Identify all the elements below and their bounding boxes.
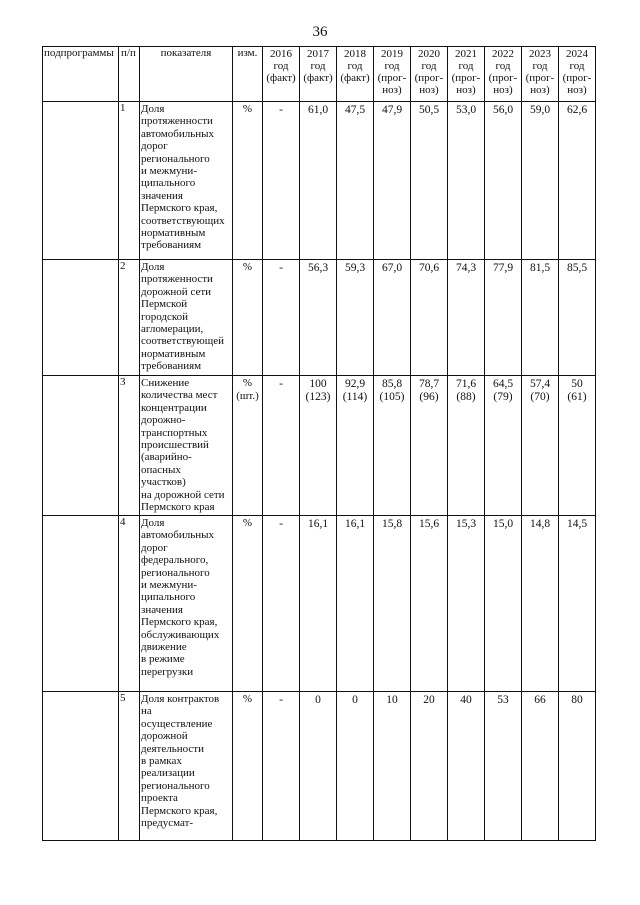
unit-cell — [233, 102, 263, 260]
indicator-name-line: Снижение — [141, 377, 190, 389]
value-cell — [522, 692, 559, 841]
indicator-name-line: регионального — [141, 779, 210, 792]
indicator-name-line: соответствующих — [141, 214, 225, 227]
indicator-name-line: городской — [141, 310, 189, 323]
value: 50 — [571, 378, 583, 390]
value: 53,0 — [455, 104, 477, 116]
value-cell — [411, 102, 448, 260]
value: 66 — [534, 694, 546, 706]
value-cell — [337, 260, 374, 376]
indicator-name-line: концентрации — [141, 401, 207, 414]
table-row — [43, 516, 596, 692]
indicator-name — [140, 376, 233, 516]
indicator-name-line: транспортных — [141, 426, 208, 439]
value-cell — [374, 692, 411, 841]
value: 15,0 — [492, 518, 514, 530]
indicator-name-line: требованиям — [141, 360, 202, 373]
indicator-name-line: ципального — [141, 177, 196, 190]
header-year: 2024 год (прог- ноз) — [559, 47, 596, 102]
value: 14,5 — [566, 518, 588, 530]
value-count: (79) — [493, 391, 513, 403]
subprogram-cell — [43, 102, 119, 260]
value: 59,0 — [529, 104, 551, 116]
value-cell — [300, 260, 337, 376]
indicator-name-line: Пермского края — [141, 501, 215, 514]
value-cell — [300, 692, 337, 841]
unit-line: (шт.) — [236, 390, 259, 402]
indicator-name-line: на дорожной сети — [141, 488, 225, 501]
indicator-name-line: опасных — [141, 463, 181, 476]
indicator-name — [140, 102, 233, 260]
value-cell — [263, 260, 300, 376]
value: 57,4 — [529, 378, 551, 390]
indicator-name-line: регионального — [141, 566, 210, 579]
header-year: 2017 год (факт) — [300, 47, 337, 102]
indicator-name-line: Пермской — [141, 298, 188, 311]
value-cell — [411, 376, 448, 516]
value: 67,0 — [381, 262, 403, 274]
value-cell — [411, 260, 448, 376]
table-row — [43, 102, 596, 260]
unit-cell — [233, 260, 263, 376]
value: 15,6 — [418, 518, 440, 530]
header-year: 2018 год (факт) — [337, 47, 374, 102]
value-cell — [374, 516, 411, 692]
indicator-name-line: дорожной сети — [141, 285, 212, 298]
row-number: 5 — [119, 692, 140, 841]
subprogram-cell — [43, 516, 119, 692]
value-cell — [300, 516, 337, 692]
unit-line: % — [242, 517, 253, 529]
value: 16,1 — [307, 518, 329, 530]
value: - — [279, 262, 283, 274]
indicator-name-line: на — [141, 705, 152, 718]
value-cell — [374, 102, 411, 260]
value-cell — [485, 376, 522, 516]
indicator-name-line: ципального — [141, 591, 196, 604]
value-cell — [559, 376, 596, 516]
indicator-name — [140, 692, 233, 841]
table-row — [43, 692, 596, 841]
value-cell — [522, 102, 559, 260]
header-subprograms: подпрограммы — [43, 47, 119, 102]
indicator-name — [140, 260, 233, 376]
value: 77,9 — [492, 262, 514, 274]
value: 40 — [460, 694, 472, 706]
value-cell — [559, 516, 596, 692]
indicator-name-line: агломерации, — [141, 323, 204, 336]
value: 20 — [423, 694, 435, 706]
indicator-name-line: и межмуни- — [141, 579, 197, 592]
indicator-name-line: происшествий — [141, 439, 209, 452]
header-indicator: показателя — [140, 47, 233, 102]
header-year: 2023 год (прог- ноз) — [522, 47, 559, 102]
header-year: 2020 год (прог- ноз) — [411, 47, 448, 102]
table-row — [43, 376, 596, 516]
unit-line: % — [242, 377, 253, 389]
indicator-name-line: предусмат- — [141, 817, 194, 830]
value-cell — [522, 516, 559, 692]
value-count: (105) — [379, 391, 405, 403]
subprogram-cell — [43, 692, 119, 841]
table-row — [43, 260, 596, 376]
value: 47,5 — [344, 104, 366, 116]
indicator-name-line: обслуживающих — [141, 628, 220, 641]
value-cell — [300, 102, 337, 260]
value-cell — [263, 102, 300, 260]
indicator-name-line: проекта — [141, 792, 178, 805]
indicator-name-line: значения — [141, 603, 183, 616]
value: 78,7 — [418, 378, 440, 390]
unit-line: % — [242, 103, 253, 115]
indicator-name-line: соответствующей — [141, 335, 224, 348]
value: 56,3 — [307, 262, 329, 274]
indicator-name-line: дорог — [141, 140, 168, 153]
header-year: 2016 год (факт) — [263, 47, 300, 102]
header-year: 2019 год (прог- ноз) — [374, 47, 411, 102]
indicator-name-line: автомобильных — [141, 127, 214, 140]
value-cell — [374, 376, 411, 516]
indicator-name-line: деятельности — [141, 742, 204, 755]
value: 47,9 — [381, 104, 403, 116]
indicator-name-line: нормативным — [141, 227, 206, 240]
indicator-name-line: (аварийно- — [141, 451, 192, 464]
value-cell — [337, 102, 374, 260]
value-count: (96) — [419, 391, 439, 403]
indicator-name-line: дорожно- — [141, 414, 186, 427]
value-cell — [448, 102, 485, 260]
value: 53 — [497, 694, 509, 706]
value: 50,5 — [418, 104, 440, 116]
header-year: 2022 год (прог- ноз) — [485, 47, 522, 102]
value-cell — [522, 376, 559, 516]
value: 61,0 — [307, 104, 329, 116]
value: 10 — [386, 694, 398, 706]
value-cell — [485, 516, 522, 692]
indicator-name-line: автомобильных — [141, 529, 214, 542]
indicator-name-line: перегрузки — [141, 665, 194, 678]
indicator-name-line: дорог — [141, 541, 168, 554]
value: 80 — [571, 694, 583, 706]
value-cell — [337, 376, 374, 516]
indicator-name-line: Пермского края, — [141, 804, 218, 817]
value-cell — [485, 260, 522, 376]
indicator-name-line: протяженности — [141, 115, 213, 128]
unit-cell — [233, 376, 263, 516]
row-number: 2 — [119, 260, 140, 376]
value-cell — [411, 692, 448, 841]
indicator-name-line: Доля — [141, 103, 165, 115]
value-cell — [263, 692, 300, 841]
indicator-name-line: в рамках — [141, 755, 182, 768]
value-count: (70) — [530, 391, 550, 403]
value: 70,6 — [418, 262, 440, 274]
indicator-name-line: Пермского края, — [141, 616, 218, 629]
unit-line: % — [242, 693, 253, 705]
value: 81,5 — [529, 262, 551, 274]
indicator-name-line: участков) — [141, 476, 186, 489]
value-cell — [522, 260, 559, 376]
value: 71,6 — [455, 378, 477, 390]
value: - — [279, 378, 283, 390]
unit-line: % — [242, 261, 253, 273]
indicator-name-line: дорожной — [141, 730, 188, 743]
unit-cell — [233, 692, 263, 841]
indicator-name-line: движение — [141, 641, 187, 654]
value-cell — [485, 692, 522, 841]
table-header-row — [43, 47, 596, 102]
value-cell — [559, 260, 596, 376]
value-cell — [374, 260, 411, 376]
indicator-name-line: протяженности — [141, 273, 213, 286]
row-number: 1 — [119, 102, 140, 260]
header-year: 2021 год (прог- ноз) — [448, 47, 485, 102]
row-number: 3 — [119, 376, 140, 516]
indicator-name-line: в режиме — [141, 653, 185, 666]
header-unit: изм. — [233, 47, 263, 102]
value-cell — [448, 692, 485, 841]
value: 16,1 — [344, 518, 366, 530]
value-cell — [448, 376, 485, 516]
indicator-name-line: Пермского края, — [141, 202, 218, 215]
header-nn: п/п — [119, 47, 140, 102]
value-cell — [263, 376, 300, 516]
indicators-table — [42, 46, 596, 841]
indicator-name-line: Доля контрактов — [141, 693, 220, 705]
value: - — [279, 104, 283, 116]
value-count: (88) — [456, 391, 476, 403]
value: 85,5 — [566, 262, 588, 274]
value: 62,6 — [566, 104, 588, 116]
value-cell — [263, 516, 300, 692]
value: - — [279, 518, 283, 530]
subprogram-cell — [43, 376, 119, 516]
value: 56,0 — [492, 104, 514, 116]
indicator-name-line: регионального — [141, 152, 210, 165]
indicator-name-line: Доля — [141, 261, 165, 273]
indicator-name-line: требованиям — [141, 239, 202, 252]
value: 0 — [315, 694, 321, 706]
indicator-name-line: реализации — [141, 767, 195, 780]
value-count: (61) — [567, 391, 587, 403]
value-cell — [485, 102, 522, 260]
value-cell — [448, 516, 485, 692]
value: 15,8 — [381, 518, 403, 530]
page-number: 36 — [312, 24, 328, 40]
value: - — [279, 694, 283, 706]
value: 15,3 — [455, 518, 477, 530]
indicator-name-line: Доля — [141, 517, 165, 529]
value-cell — [300, 376, 337, 516]
value-cell — [337, 516, 374, 692]
value: 100 — [309, 378, 327, 390]
value: 14,8 — [529, 518, 551, 530]
indicator-name-line: федерального, — [141, 554, 209, 567]
value: 74,3 — [455, 262, 477, 274]
unit-cell — [233, 516, 263, 692]
indicator-name-line: нормативным — [141, 347, 206, 360]
value-count: (123) — [305, 391, 331, 403]
value-count: (114) — [342, 391, 368, 403]
indicator-name-line: и межмуни- — [141, 165, 197, 178]
indicator-name — [140, 516, 233, 692]
value-cell — [411, 516, 448, 692]
row-number: 4 — [119, 516, 140, 692]
indicator-name-line: осуществление — [141, 717, 213, 730]
indicator-name-line: количества мест — [141, 389, 218, 402]
value: 64,5 — [492, 378, 514, 390]
value-cell — [448, 260, 485, 376]
subprogram-cell — [43, 260, 119, 376]
value-cell — [559, 102, 596, 260]
value-cell — [337, 692, 374, 841]
value: 92,9 — [344, 378, 366, 390]
value: 85,8 — [381, 378, 403, 390]
value: 0 — [352, 694, 358, 706]
value-cell — [559, 692, 596, 841]
indicator-name-line: значения — [141, 189, 183, 202]
value: 59,3 — [344, 262, 366, 274]
